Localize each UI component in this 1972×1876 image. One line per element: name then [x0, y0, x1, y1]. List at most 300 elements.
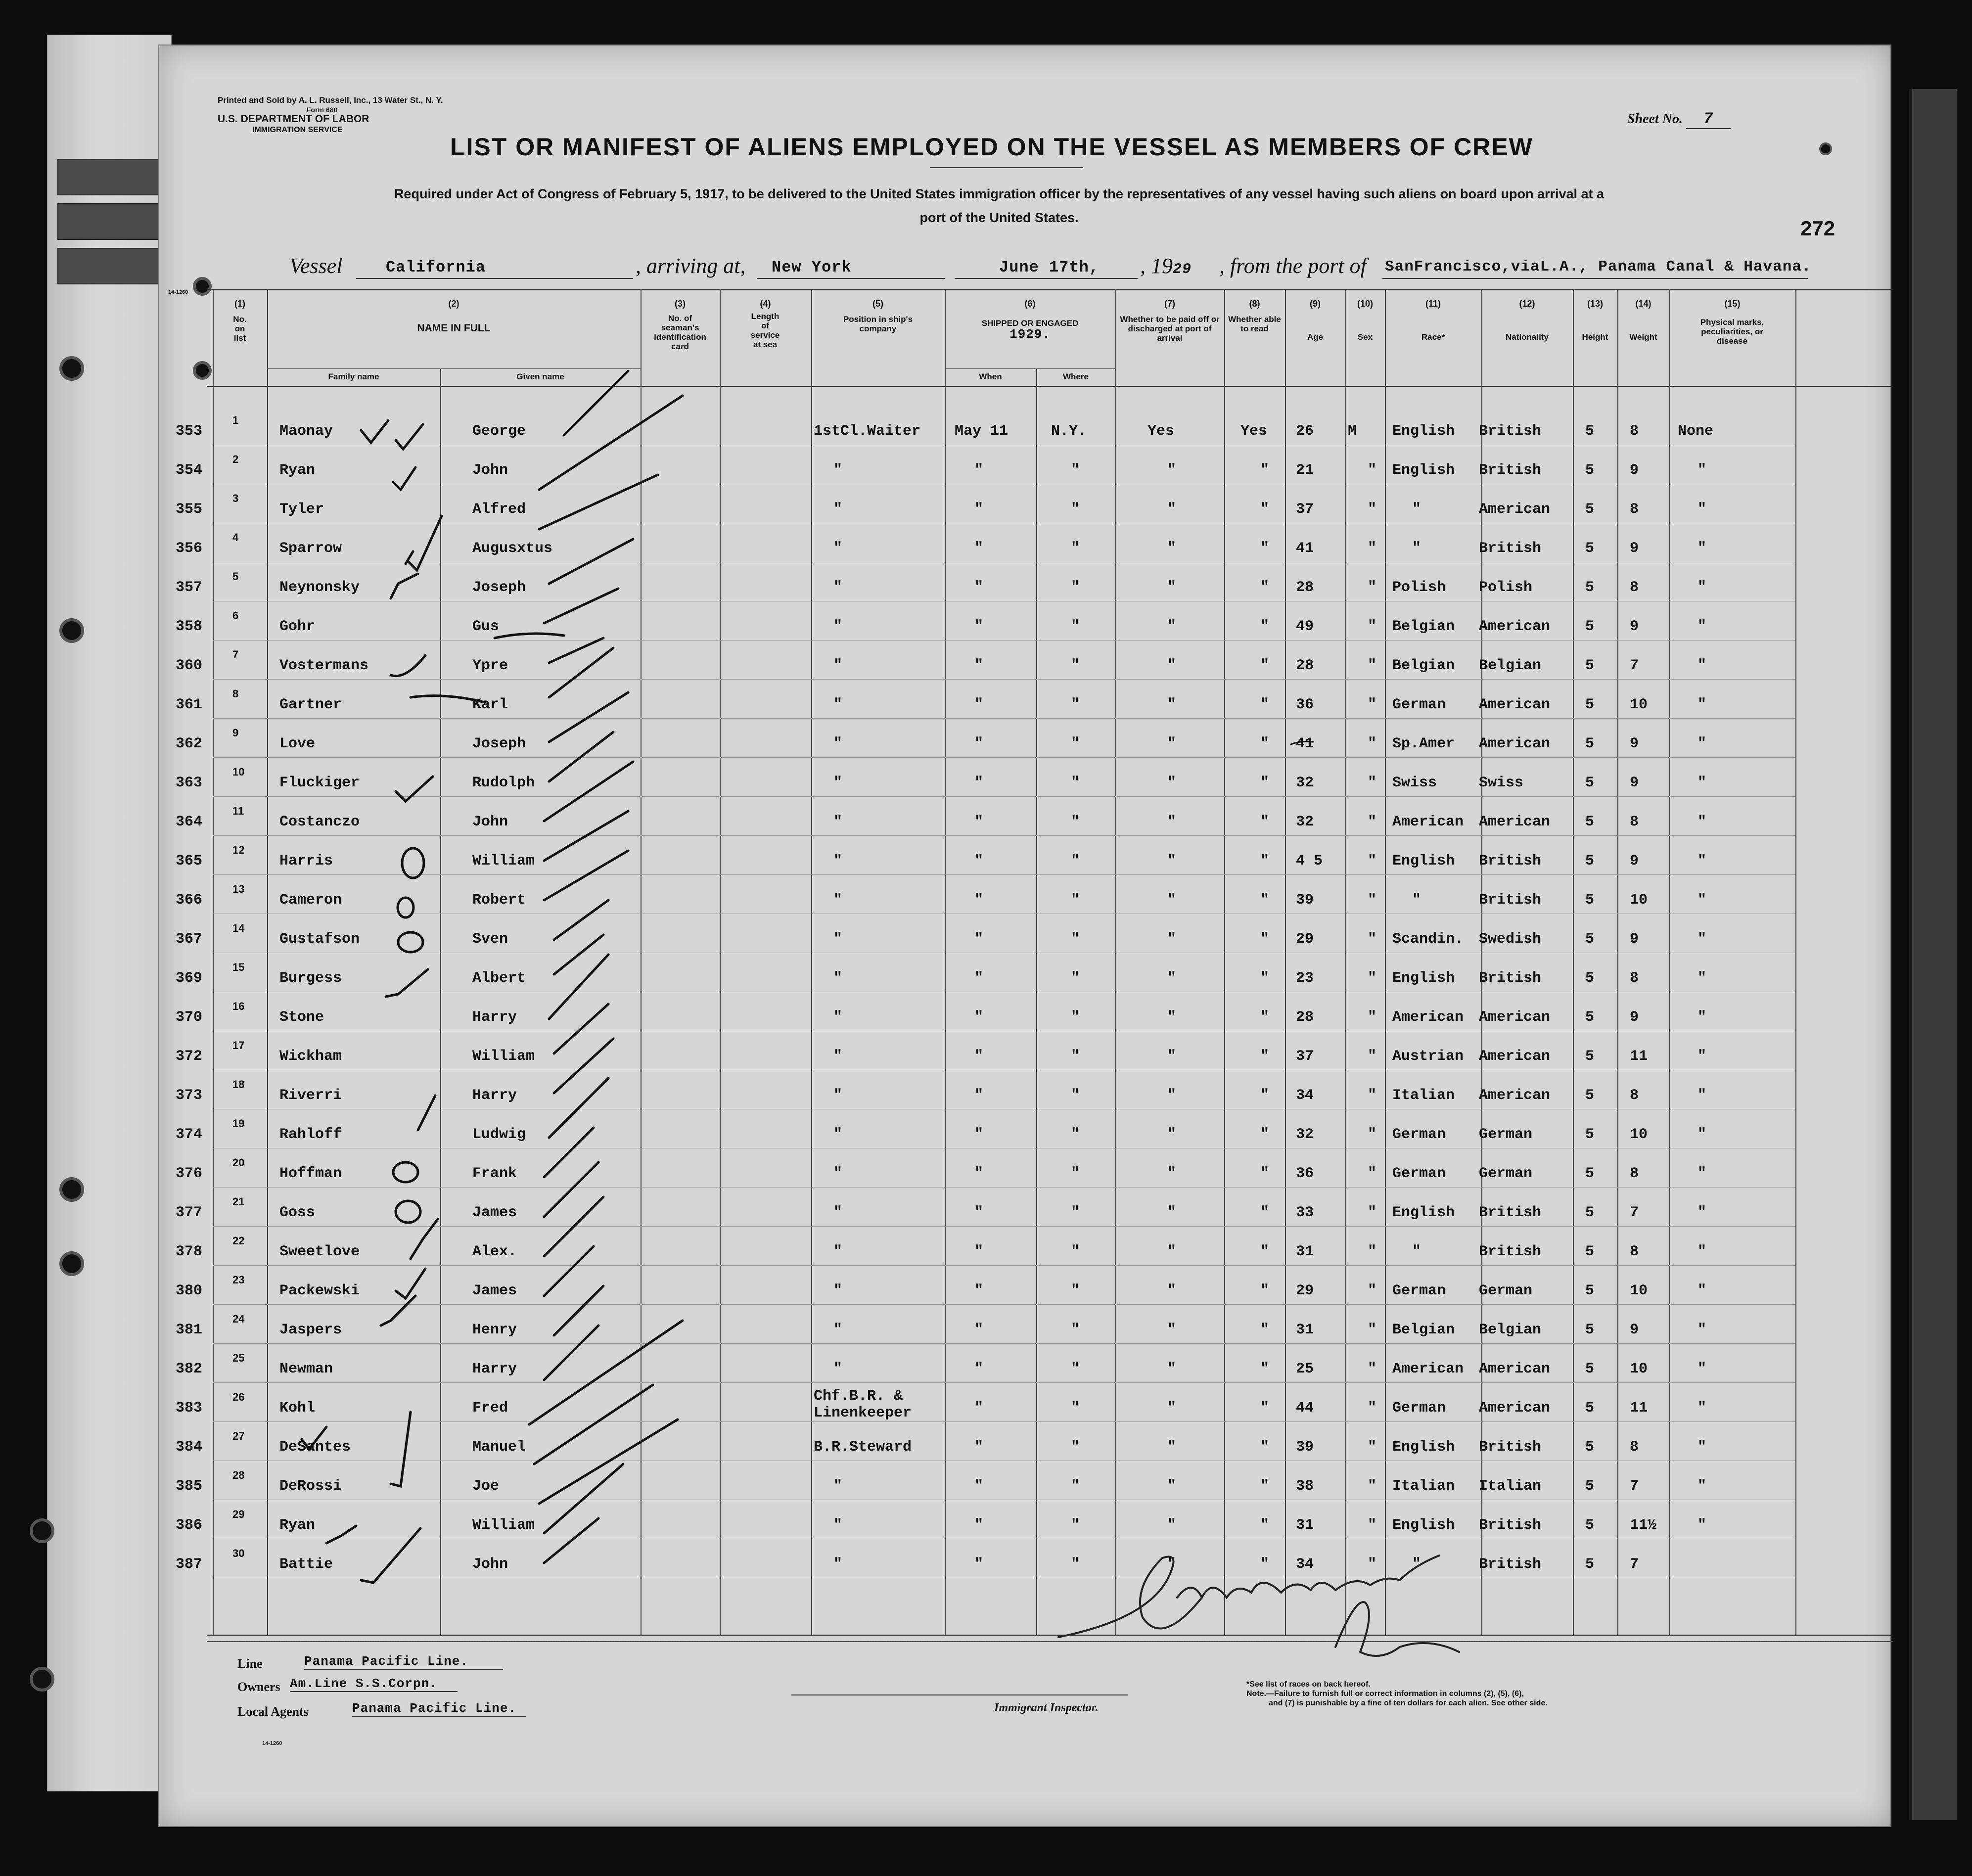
form-code: 14-1260 [262, 1740, 282, 1746]
physical-marks-cell: " [1697, 1009, 1707, 1026]
age-cell: 37 [1296, 501, 1314, 518]
check-mark [361, 420, 388, 443]
margin-number: 385 [176, 1478, 203, 1495]
col-label: Age [1307, 332, 1324, 342]
weight-cell: 8 [1630, 1087, 1639, 1104]
age-cell: 41 [1296, 540, 1314, 557]
height-cell: 5 [1585, 501, 1595, 518]
race-cell: American [1392, 814, 1464, 830]
nationality-cell: Polish [1479, 579, 1533, 596]
circle-mark [393, 1162, 418, 1182]
check-mark [396, 424, 423, 449]
sex-cell: " [1368, 1478, 1377, 1495]
height-cell: 5 [1585, 853, 1595, 869]
shipped-where-cell: " [1071, 1243, 1080, 1260]
physical-marks-cell: " [1697, 540, 1707, 557]
sex-cell: " [1368, 1243, 1377, 1260]
physical-marks-cell: " [1697, 735, 1707, 752]
family-name-cell: Riverri [279, 1087, 342, 1104]
nationality-cell: British [1479, 1243, 1542, 1260]
height-cell: 5 [1585, 1087, 1595, 1104]
margin-number: 354 [176, 462, 203, 479]
sex-cell: " [1368, 1517, 1377, 1534]
shipped-where-cell: " [1071, 1048, 1080, 1065]
paid-off-cell: " [1167, 970, 1177, 987]
able-to-read-cell: " [1260, 1126, 1270, 1143]
from-port-label: , from the port of [1219, 254, 1367, 278]
age-cell: 31 [1296, 1517, 1314, 1534]
sex-cell: " [1368, 853, 1377, 869]
sex-cell: " [1368, 735, 1377, 752]
age-cell: 26 [1296, 423, 1314, 440]
nationality-cell: Swiss [1479, 775, 1524, 791]
position-cell: " [833, 1126, 843, 1143]
height-cell: 5 [1585, 1204, 1595, 1221]
paid-off-cell: " [1167, 1087, 1177, 1104]
physical-marks-cell: " [1697, 1165, 1707, 1182]
weight-cell: 11½ [1630, 1517, 1657, 1534]
able-to-read-cell: " [1260, 462, 1270, 479]
given-name-cell: John [472, 1556, 508, 1573]
height-cell: 5 [1585, 1282, 1595, 1299]
nationality-cell: Italian [1479, 1478, 1542, 1495]
weight-cell: 10 [1630, 696, 1648, 713]
family-name-cell: DeRossi [279, 1478, 342, 1495]
col-label: NAME IN FULL [417, 322, 491, 334]
col-number: (10) [1357, 299, 1373, 309]
family-name-cell: Ryan [279, 1517, 316, 1534]
weight-cell: 7 [1630, 1204, 1639, 1221]
inspector-label: Immigrant Inspector. [994, 1701, 1099, 1714]
able-to-read-cell: " [1260, 1517, 1270, 1534]
physical-marks-cell: " [1697, 892, 1707, 909]
page-title: LIST OR MANIFEST OF ALIENS EMPLOYED ON THE VESSEL AS MEMBERS OF CREW [450, 133, 1533, 161]
row-number: 8 [232, 687, 239, 700]
shipped-where-cell: " [1071, 1556, 1080, 1573]
race-cell: Scandin. [1392, 931, 1464, 948]
check-mark [326, 1526, 356, 1543]
nationality-cell: American [1479, 1087, 1551, 1104]
given-name-cell: Gus [472, 618, 500, 635]
paid-off-cell: " [1167, 579, 1177, 596]
physical-marks-cell: " [1697, 1243, 1707, 1260]
check-mark [391, 574, 418, 598]
shipped-when-cell: " [974, 1243, 984, 1260]
family-name-cell: Jaspers [279, 1322, 342, 1338]
able-to-read-cell: " [1260, 1048, 1270, 1065]
shipped-where-cell: " [1071, 853, 1080, 869]
sex-cell: " [1368, 462, 1377, 479]
nationality-cell: American [1479, 1048, 1551, 1065]
position-cell: " [833, 657, 843, 674]
nationality-cell: Belgian [1479, 1322, 1542, 1338]
family-name-cell: Love [279, 735, 316, 752]
check-mark [411, 1219, 438, 1259]
footnote [1246, 1680, 1672, 1708]
age-cell: 37 [1296, 1048, 1314, 1065]
race-cell: American [1392, 1009, 1464, 1026]
slash-mark [549, 955, 608, 1019]
physical-marks-cell: " [1697, 1204, 1707, 1221]
margin-number: 382 [176, 1361, 203, 1377]
sex-cell: " [1368, 1204, 1377, 1221]
col-number: (8) [1249, 299, 1260, 309]
family-name-cell: Packewski [279, 1282, 360, 1299]
position-cell: 1stCl.Waiter [814, 423, 921, 440]
check-mark [418, 1096, 435, 1130]
owners-label: Owners [237, 1680, 280, 1694]
paid-off-cell: " [1167, 892, 1177, 909]
family-name-cell: Goss [279, 1204, 316, 1221]
able-to-read-cell: " [1260, 775, 1270, 791]
family-name-cell: Stone [279, 1009, 324, 1026]
paid-off-cell: " [1167, 1282, 1177, 1299]
check-mark [393, 467, 415, 490]
physical-marks-cell: " [1697, 775, 1707, 791]
row-number: 26 [232, 1391, 245, 1403]
nationality-cell: British [1479, 853, 1542, 869]
paid-off-cell: Yes [1147, 423, 1175, 440]
margin-number: 380 [176, 1282, 203, 1299]
race-cell: German [1392, 1400, 1446, 1417]
row-number: 5 [232, 570, 239, 583]
subtitle-line-1: Required under Act of Congress of February 5, 1917, to be delivered to the United States immigration officer by the representatives of any vessel having such aliens on board upon arrival at a [394, 186, 1605, 201]
check-mark [302, 1427, 326, 1449]
age-cell: 39 [1296, 892, 1314, 909]
race-cell: American [1392, 1361, 1464, 1377]
height-cell: 5 [1585, 892, 1595, 909]
col-number: (2) [448, 299, 459, 309]
line-value: Panama Pacific Line. [304, 1654, 503, 1670]
slash-mark [544, 762, 633, 821]
nationality-cell: German [1479, 1282, 1533, 1299]
family-name-cell: Battie [279, 1556, 333, 1573]
family-name-cell: Maonay [279, 423, 333, 440]
col-label: SHIPPED OR ENGAGED [981, 319, 1079, 328]
position-cell: " [833, 1243, 843, 1260]
row-number: 15 [232, 961, 245, 973]
weight-cell: 9 [1630, 931, 1639, 948]
slash-mark [554, 1004, 608, 1053]
family-name-cell: Harris [279, 853, 333, 869]
race-cell: Italian [1392, 1478, 1455, 1495]
col-number: (3) [675, 299, 686, 309]
departure-port: SanFrancisco,viaL.A., Panama Canal & Havana. [1385, 258, 1812, 275]
col-label: Weight [1629, 332, 1657, 342]
nationality-cell: British [1479, 540, 1542, 557]
family-name-cell: Vostermans [279, 657, 369, 674]
given-name-cell: William [472, 853, 535, 869]
height-cell: 5 [1585, 696, 1595, 713]
family-name-cell: Sweetlove [279, 1243, 360, 1260]
sex-cell: " [1368, 1048, 1377, 1065]
nationality-cell: British [1479, 1556, 1542, 1573]
race-cell: English [1392, 423, 1455, 440]
race-cell: Swiss [1392, 775, 1437, 791]
position-cell: " [833, 1048, 843, 1065]
page-stamp: 272 [1800, 217, 1835, 240]
arrival-date: June 17th, [999, 258, 1100, 276]
sex-cell: " [1368, 540, 1377, 557]
shipped-when-cell: May 11 [955, 423, 1009, 440]
shipped-when-cell: " [974, 657, 984, 674]
slash-mark [549, 648, 613, 697]
shipped-when-cell: " [974, 1009, 984, 1026]
given-name-cell: Henry [472, 1322, 517, 1338]
shipped-where-cell: " [1071, 540, 1080, 557]
position-cell: " [833, 540, 843, 557]
row-number: 20 [232, 1156, 245, 1169]
shipped-when-cell: " [974, 931, 984, 948]
shipped-where-cell: " [1071, 696, 1080, 713]
circle-mark [398, 898, 413, 917]
shipped-where-cell: " [1071, 970, 1080, 987]
physical-marks-cell: " [1697, 970, 1707, 987]
paid-off-cell: " [1167, 931, 1177, 948]
able-to-read-cell: " [1260, 579, 1270, 596]
shipped-where-cell: " [1071, 735, 1080, 752]
given-name-cell: Albert [472, 970, 526, 987]
inspector-signature-line [791, 1694, 1128, 1695]
slash-mark [544, 1197, 603, 1256]
nationality-cell: American [1479, 618, 1551, 635]
weight-cell: 9 [1630, 735, 1639, 752]
nationality-cell: American [1479, 1009, 1551, 1026]
given-name-cell: Harry [472, 1087, 517, 1104]
able-to-read-cell: " [1260, 1322, 1270, 1338]
weight-cell: 8 [1630, 970, 1639, 987]
paid-off-cell: " [1167, 735, 1177, 752]
weight-cell: 10 [1630, 1282, 1648, 1299]
position-cell: " [833, 1165, 843, 1182]
position-cell: " [833, 501, 843, 518]
position-cell: " [833, 1361, 843, 1377]
nationality-cell: British [1479, 1439, 1542, 1456]
slash-mark [549, 732, 613, 781]
race-cell: " [1412, 540, 1422, 557]
col-number: (13) [1587, 299, 1603, 309]
able-to-read-cell: " [1260, 970, 1270, 987]
col-label: Position in ship's company [843, 315, 913, 333]
slash-mark [544, 1464, 623, 1533]
col-label: Whether able to read [1228, 315, 1281, 333]
col-number: (1) [234, 299, 245, 309]
weight-cell: 9 [1630, 853, 1639, 869]
circle-mark [398, 932, 423, 952]
given-name-cell: Rudolph [472, 775, 535, 791]
shipped-when-cell: " [974, 1165, 984, 1182]
nationality-cell: British [1479, 892, 1542, 909]
sex-cell: " [1368, 1087, 1377, 1104]
age-cell: 34 [1296, 1087, 1314, 1104]
race-cell: Austrian [1392, 1048, 1464, 1065]
row-number: 27 [232, 1430, 245, 1442]
check-mark [361, 1528, 420, 1583]
row-number: 18 [232, 1078, 245, 1091]
sex-cell: " [1368, 931, 1377, 948]
col-label: No. on list [233, 315, 247, 343]
nationality-cell: British [1479, 1204, 1542, 1221]
race-cell: English [1392, 1517, 1455, 1534]
row-number: 19 [232, 1117, 245, 1130]
line-row [237, 1654, 469, 1671]
shipped-when-cell: " [974, 1439, 984, 1456]
shipped-where-cell: " [1071, 579, 1080, 596]
col-number: (11) [1425, 299, 1441, 309]
nationality-cell: American [1479, 814, 1551, 830]
row-number: 6 [232, 609, 239, 622]
paid-off-cell: " [1167, 1165, 1177, 1182]
row-number: 11 [232, 805, 244, 817]
paid-off-cell: " [1167, 1439, 1177, 1456]
row-number: 22 [232, 1235, 245, 1247]
family-name-cell: Newman [279, 1361, 333, 1377]
weight-cell: 8 [1630, 501, 1639, 518]
able-to-read-cell: " [1260, 540, 1270, 557]
margin-number: 378 [176, 1243, 203, 1260]
weight-cell: 9 [1630, 618, 1639, 635]
age-cell: 28 [1296, 579, 1314, 596]
physical-marks-cell: " [1697, 931, 1707, 948]
able-to-read-cell: " [1260, 1478, 1270, 1495]
age-cell: 36 [1296, 696, 1314, 713]
paid-off-cell: " [1167, 657, 1177, 674]
height-cell: 5 [1585, 1361, 1595, 1377]
position-cell: " [833, 931, 843, 948]
age-cell: 39 [1296, 1439, 1314, 1456]
paid-off-cell: " [1167, 1400, 1177, 1417]
check-mark [391, 655, 425, 676]
slash-mark [564, 371, 628, 435]
row-number: 16 [232, 1000, 245, 1012]
shipped-when-cell: " [974, 462, 984, 479]
shipped-where-cell: " [1071, 1517, 1080, 1534]
stroke-mark [495, 634, 564, 638]
shipped-where-cell: " [1071, 1478, 1080, 1495]
margin-number: 387 [176, 1556, 203, 1573]
footnote-warning-1: Note.—Failure to furnish full or correct information in columns (2), (5), (6), [1246, 1690, 1524, 1698]
paid-off-cell: " [1167, 814, 1177, 830]
family-name-cell: Sparrow [279, 540, 342, 557]
height-cell: 5 [1585, 970, 1595, 987]
margin-number: 366 [176, 892, 203, 909]
physical-marks-cell: " [1697, 579, 1707, 596]
row-number: 14 [232, 922, 245, 934]
margin-number: 386 [176, 1517, 203, 1534]
shipped-when-cell: " [974, 696, 984, 713]
agents-row [237, 1701, 517, 1719]
row-number: 24 [232, 1313, 245, 1325]
check-mark [408, 516, 442, 570]
given-name-cell: John [472, 462, 508, 479]
paid-off-cell: " [1167, 1361, 1177, 1377]
shipped-when-cell: " [974, 1322, 984, 1338]
position-cell: Chf.B.R. & Linenkeeper [814, 1388, 912, 1421]
able-to-read-cell: Yes [1240, 423, 1268, 440]
paid-off-cell: " [1167, 1204, 1177, 1221]
margin-number: 373 [176, 1087, 203, 1104]
able-to-read-cell: " [1260, 618, 1270, 635]
height-cell: 5 [1585, 1439, 1595, 1456]
check-mark [386, 969, 428, 997]
sex-cell: " [1368, 1400, 1377, 1417]
weight-cell: 10 [1630, 892, 1648, 909]
age-cell: 25 [1296, 1361, 1314, 1377]
col-number: (12) [1519, 299, 1535, 309]
position-cell: " [833, 1087, 843, 1104]
physical-marks-cell: " [1697, 1282, 1707, 1299]
height-cell: 5 [1585, 735, 1595, 752]
weight-cell: 9 [1630, 775, 1639, 791]
age-cell: 21 [1296, 462, 1314, 479]
sex-cell: " [1368, 696, 1377, 713]
weight-cell: 8 [1630, 1439, 1639, 1456]
sex-cell: " [1368, 1322, 1377, 1338]
paid-off-cell: " [1167, 618, 1177, 635]
age-cell: 23 [1296, 970, 1314, 987]
race-cell: " [1412, 501, 1422, 518]
col-subheader-where: Where [1063, 372, 1089, 381]
weight-cell: 9 [1630, 1322, 1639, 1338]
paid-off-cell: " [1167, 540, 1177, 557]
shipped-where-cell: " [1071, 1204, 1080, 1221]
shipped-when-cell: " [974, 1361, 984, 1377]
shipped-where-cell: " [1071, 775, 1080, 791]
race-cell: English [1392, 462, 1455, 479]
margin-number: 356 [176, 540, 203, 557]
shipped-where-cell: " [1071, 618, 1080, 635]
shipped-when-cell: " [974, 1048, 984, 1065]
race-cell: " [1412, 1556, 1422, 1573]
sex-cell: " [1368, 1439, 1377, 1456]
footnote-races: *See list of races on back hereof. [1246, 1680, 1371, 1689]
row-number: 1 [232, 414, 239, 426]
shipped-when-cell: " [974, 1087, 984, 1104]
weight-cell: 8 [1630, 1165, 1639, 1182]
height-cell: 5 [1585, 1009, 1595, 1026]
margin-number: 362 [176, 735, 203, 752]
underline-mark [1291, 741, 1313, 744]
sex-cell: M [1348, 423, 1357, 440]
physical-marks-cell: " [1697, 1087, 1707, 1104]
position-cell: " [833, 696, 843, 713]
margin-number: 370 [176, 1009, 203, 1026]
slash-mark [539, 396, 683, 490]
slash-mark [544, 811, 628, 861]
family-name-cell: Burgess [279, 970, 342, 987]
col-subheader-family: Family name [328, 372, 379, 381]
family-name-cell: Kohl [279, 1400, 316, 1417]
position-cell: " [833, 462, 843, 479]
margin-number: 361 [176, 696, 203, 713]
position-cell: " [833, 1282, 843, 1299]
position-cell: " [833, 1517, 843, 1534]
able-to-read-cell: " [1260, 931, 1270, 948]
owners-row [237, 1676, 438, 1694]
check-mark [396, 1269, 425, 1298]
nationality-cell: American [1479, 735, 1551, 752]
nationality-cell: German [1479, 1165, 1533, 1182]
vessel-label: Vessel [289, 254, 343, 278]
subtitle-line-2: port of the United States. [919, 210, 1079, 225]
family-name-cell: Tyler [279, 501, 324, 518]
inspector-signature [1058, 1556, 1459, 1656]
position-cell: " [833, 970, 843, 987]
row-number: 13 [232, 883, 245, 895]
able-to-read-cell: " [1260, 1204, 1270, 1221]
given-name-cell: Ypre [472, 657, 508, 674]
margin-number: 358 [176, 618, 203, 635]
